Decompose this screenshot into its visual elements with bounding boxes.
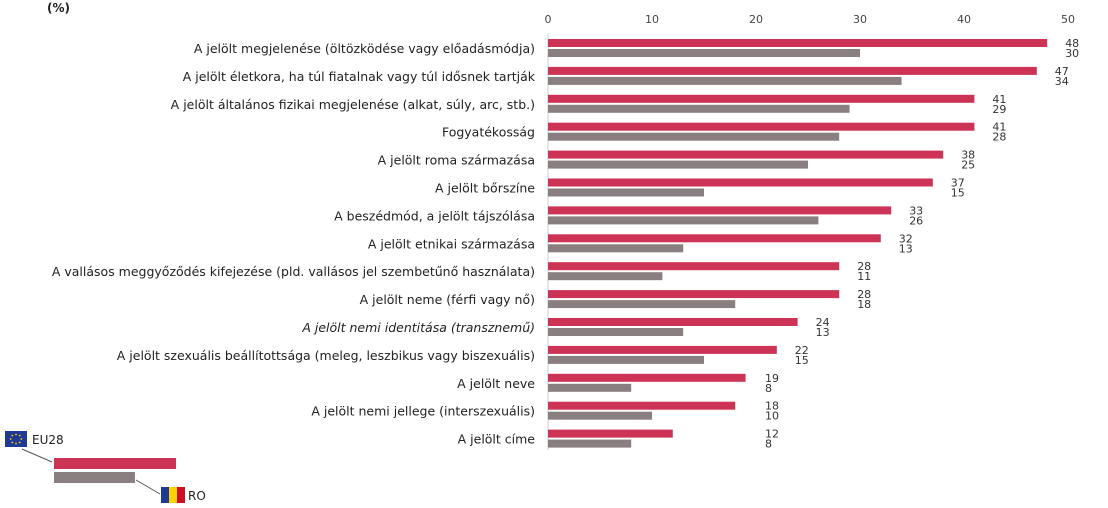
eu28-bar xyxy=(548,95,974,103)
legend-label-ro: RO xyxy=(188,489,206,503)
ro-value-label: 13 xyxy=(898,242,913,256)
ro-value-label: 11 xyxy=(857,270,872,284)
x-tick-label: 50 xyxy=(1061,13,1075,26)
eu28-value-label: 28 xyxy=(857,288,872,302)
eu28-bar xyxy=(548,67,1037,75)
category-label: Fogyatékosság xyxy=(441,124,535,140)
ro-value-label: 15 xyxy=(950,186,965,200)
x-tick-label: 40 xyxy=(957,13,971,26)
ro-value-label: 29 xyxy=(992,102,1007,116)
legend-swatch-ro xyxy=(54,472,135,483)
eu28-value-label: 22 xyxy=(794,343,809,357)
x-tick-label: 30 xyxy=(853,13,867,26)
legend-connector-ro xyxy=(136,480,160,494)
eu28-bar xyxy=(548,346,777,354)
ro-value-label: 26 xyxy=(909,214,924,228)
category-label: A jelölt bőrszíne xyxy=(434,180,535,196)
category-label: A vallásos meggyőződés kifejezése (pld. vallásos jel szembetűnő használata) xyxy=(51,264,535,280)
ro-bar xyxy=(548,272,662,280)
ro-value-label: 25 xyxy=(961,158,976,172)
eu-flag-icon xyxy=(5,431,27,451)
ro-flag-icon xyxy=(161,487,185,507)
ro-bar xyxy=(548,49,860,57)
eu28-value-label: 37 xyxy=(950,176,965,190)
category-label: A jelölt életkora, ha túl fiatalnak vagy túl idősnek tartják xyxy=(182,68,535,84)
eu28-value-label: 38 xyxy=(961,148,976,162)
eu28-value-label: 12 xyxy=(765,427,779,441)
eu28-bar xyxy=(548,234,881,242)
ro-bar xyxy=(548,105,850,113)
ro-bar xyxy=(548,412,652,420)
ro-bar xyxy=(548,328,683,336)
eu28-value-label: 18 xyxy=(765,399,779,413)
category-label: A jelölt nemi identitása (transznemű) xyxy=(302,320,535,335)
ro-bar xyxy=(548,384,631,392)
ro-value-label: 15 xyxy=(794,353,809,367)
eu28-bar xyxy=(548,206,891,214)
x-tick-label: 10 xyxy=(645,13,659,26)
category-label: A jelölt roma származása xyxy=(377,152,535,168)
eu28-bar xyxy=(548,179,933,187)
category-label: A jelölt nemi jellege (interszexuális) xyxy=(311,403,535,419)
category-label: A jelölt etnikai származása xyxy=(367,236,535,252)
eu28-value-label: 47 xyxy=(1054,64,1069,78)
category-label: A jelölt címe xyxy=(457,431,535,447)
eu28-value-label: 19 xyxy=(765,371,779,385)
ro-bar xyxy=(548,216,818,224)
ro-bar xyxy=(548,356,704,364)
eu28-bar xyxy=(548,430,673,438)
unit-label: (%) xyxy=(47,1,70,15)
eu28-bar xyxy=(548,151,943,159)
ro-value-label: 30 xyxy=(1065,47,1080,60)
eu28-bar xyxy=(548,39,1047,47)
ro-value-label: 34 xyxy=(1054,74,1069,88)
eu28-bar xyxy=(548,318,798,326)
eu28-bar xyxy=(548,262,839,270)
ro-bar xyxy=(548,300,735,308)
eu28-value-label: 28 xyxy=(857,260,872,274)
ro-bar xyxy=(548,244,683,252)
eu28-value-label: 33 xyxy=(909,204,924,218)
eu28-bar xyxy=(548,402,735,410)
ro-bar xyxy=(548,133,839,141)
ro-value-label: 8 xyxy=(765,437,772,451)
ro-value-label: 18 xyxy=(857,298,872,312)
ro-bar xyxy=(548,440,631,448)
category-label: A jelölt általános fizikai megjelenése (alkat, súly, arc, stb.) xyxy=(170,96,535,112)
category-label: A jelölt megjelenése (öltözködése vagy előadásmódja) xyxy=(193,41,535,56)
eu28-bar xyxy=(548,374,746,382)
ro-value-label: 28 xyxy=(992,130,1007,144)
eu28-value-label: 41 xyxy=(992,92,1007,106)
category-label: A jelölt neme (férfi vagy nő) xyxy=(359,292,535,308)
ro-value-label: 10 xyxy=(765,409,779,423)
eu28-value-label: 41 xyxy=(992,120,1007,134)
eu28-value-label: 48 xyxy=(1065,37,1080,50)
x-tick-label: 0 xyxy=(544,13,552,26)
ro-value-label: 13 xyxy=(815,326,830,339)
eu28-bar xyxy=(548,290,839,298)
ro-bar xyxy=(548,77,902,85)
ro-bar xyxy=(548,161,808,169)
legend-swatch-eu28 xyxy=(54,458,176,469)
x-tick-label: 20 xyxy=(749,13,763,26)
ro-value-label: 8 xyxy=(765,381,772,395)
legend-label-eu28: EU28 xyxy=(32,433,64,447)
category-label: A jelölt neve xyxy=(457,375,535,391)
ro-bar xyxy=(548,189,704,197)
eu28-value-label: 32 xyxy=(898,232,913,246)
category-label: A jelölt szexuális beállítottsága (meleg, leszbikus vagy biszexuális) xyxy=(116,347,535,363)
eu28-bar xyxy=(548,123,974,131)
eu28-value-label: 24 xyxy=(815,316,830,329)
category-label: A beszédmód, a jelölt tájszólása xyxy=(334,208,535,224)
